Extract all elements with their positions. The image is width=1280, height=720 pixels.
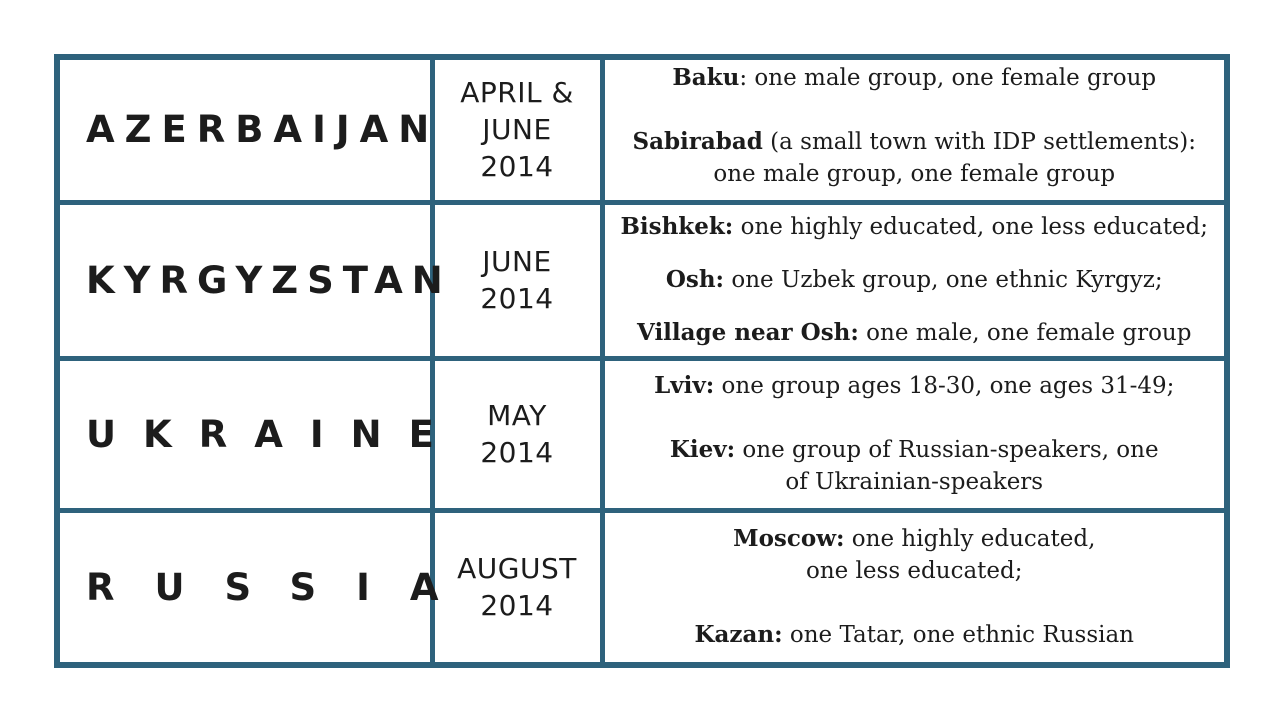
table-row-ukraine bbox=[60, 358, 1224, 510]
group-description: one male, one female group bbox=[858, 320, 1192, 346]
city-separator: : bbox=[739, 64, 748, 91]
location-entry bbox=[605, 264, 1225, 296]
city-name: Kiev: bbox=[669, 436, 736, 463]
date-line: 2014 bbox=[480, 282, 554, 315]
date-line: AUGUST bbox=[457, 552, 577, 586]
date-line: 2014 bbox=[480, 589, 554, 623]
group-description: one Uzbek group, one ethnic Kyrgyz; bbox=[724, 267, 1163, 293]
location-entry bbox=[605, 619, 1225, 651]
date-line: APRIL & bbox=[460, 76, 574, 110]
location-entry bbox=[605, 317, 1225, 349]
group-details bbox=[602, 60, 1224, 202]
location-entry bbox=[605, 126, 1225, 190]
date-line: 2014 bbox=[480, 150, 554, 184]
group-description: one highly educated, one less educated; bbox=[805, 526, 1096, 585]
country-name: UKRAINE bbox=[60, 358, 432, 510]
group-details bbox=[602, 202, 1224, 358]
group-description: one group of Russian-speakers, one of Ukrainian-speakers bbox=[735, 437, 1159, 495]
country-name: RUSSIA bbox=[60, 510, 432, 662]
fieldwork-date bbox=[432, 60, 602, 202]
city-name: Bishkek: bbox=[620, 213, 734, 240]
group-description: one male group, one female group bbox=[747, 64, 1157, 91]
date-line: MAY bbox=[487, 399, 547, 432]
city-name: Moscow: bbox=[733, 525, 845, 553]
location-entry bbox=[605, 370, 1225, 402]
city-name: Lviv: bbox=[654, 372, 715, 399]
country-name: KYRGYZSTAN bbox=[60, 202, 432, 358]
location-entry bbox=[605, 211, 1225, 243]
location-entry bbox=[605, 434, 1225, 498]
focus-group-grid bbox=[60, 60, 1224, 662]
group-description: one group ages 18-30, one ages 31-49; bbox=[714, 373, 1175, 399]
group-details bbox=[602, 510, 1224, 662]
fieldwork-date bbox=[432, 510, 602, 662]
focus-group-table bbox=[54, 54, 1230, 668]
date-line: 2014 bbox=[480, 436, 554, 469]
location-entry bbox=[605, 62, 1225, 94]
table-row-russia bbox=[60, 510, 1224, 662]
location-entry bbox=[605, 523, 1225, 587]
city-name: Village near Osh: bbox=[637, 319, 859, 346]
group-description: one highly educated, one less educated; bbox=[733, 214, 1209, 240]
city-name: Baku bbox=[672, 63, 740, 91]
group-details bbox=[602, 358, 1224, 510]
table-row-azerbaijan bbox=[60, 60, 1224, 202]
city-name: Sabirabad bbox=[632, 127, 763, 155]
group-description: (a small town with IDP settlements): one male group, one female group bbox=[713, 128, 1197, 187]
group-description: one Tatar, one ethnic Russian bbox=[782, 622, 1134, 649]
table-row-kyrgyzstan bbox=[60, 202, 1224, 358]
city-name: Osh: bbox=[665, 266, 725, 293]
date-line: JUNE bbox=[482, 113, 552, 147]
country-name: AZERBAIJAN bbox=[60, 60, 432, 202]
fieldwork-date bbox=[432, 202, 602, 358]
date-line: JUNE bbox=[482, 245, 552, 278]
city-name: Kazan: bbox=[694, 621, 783, 649]
